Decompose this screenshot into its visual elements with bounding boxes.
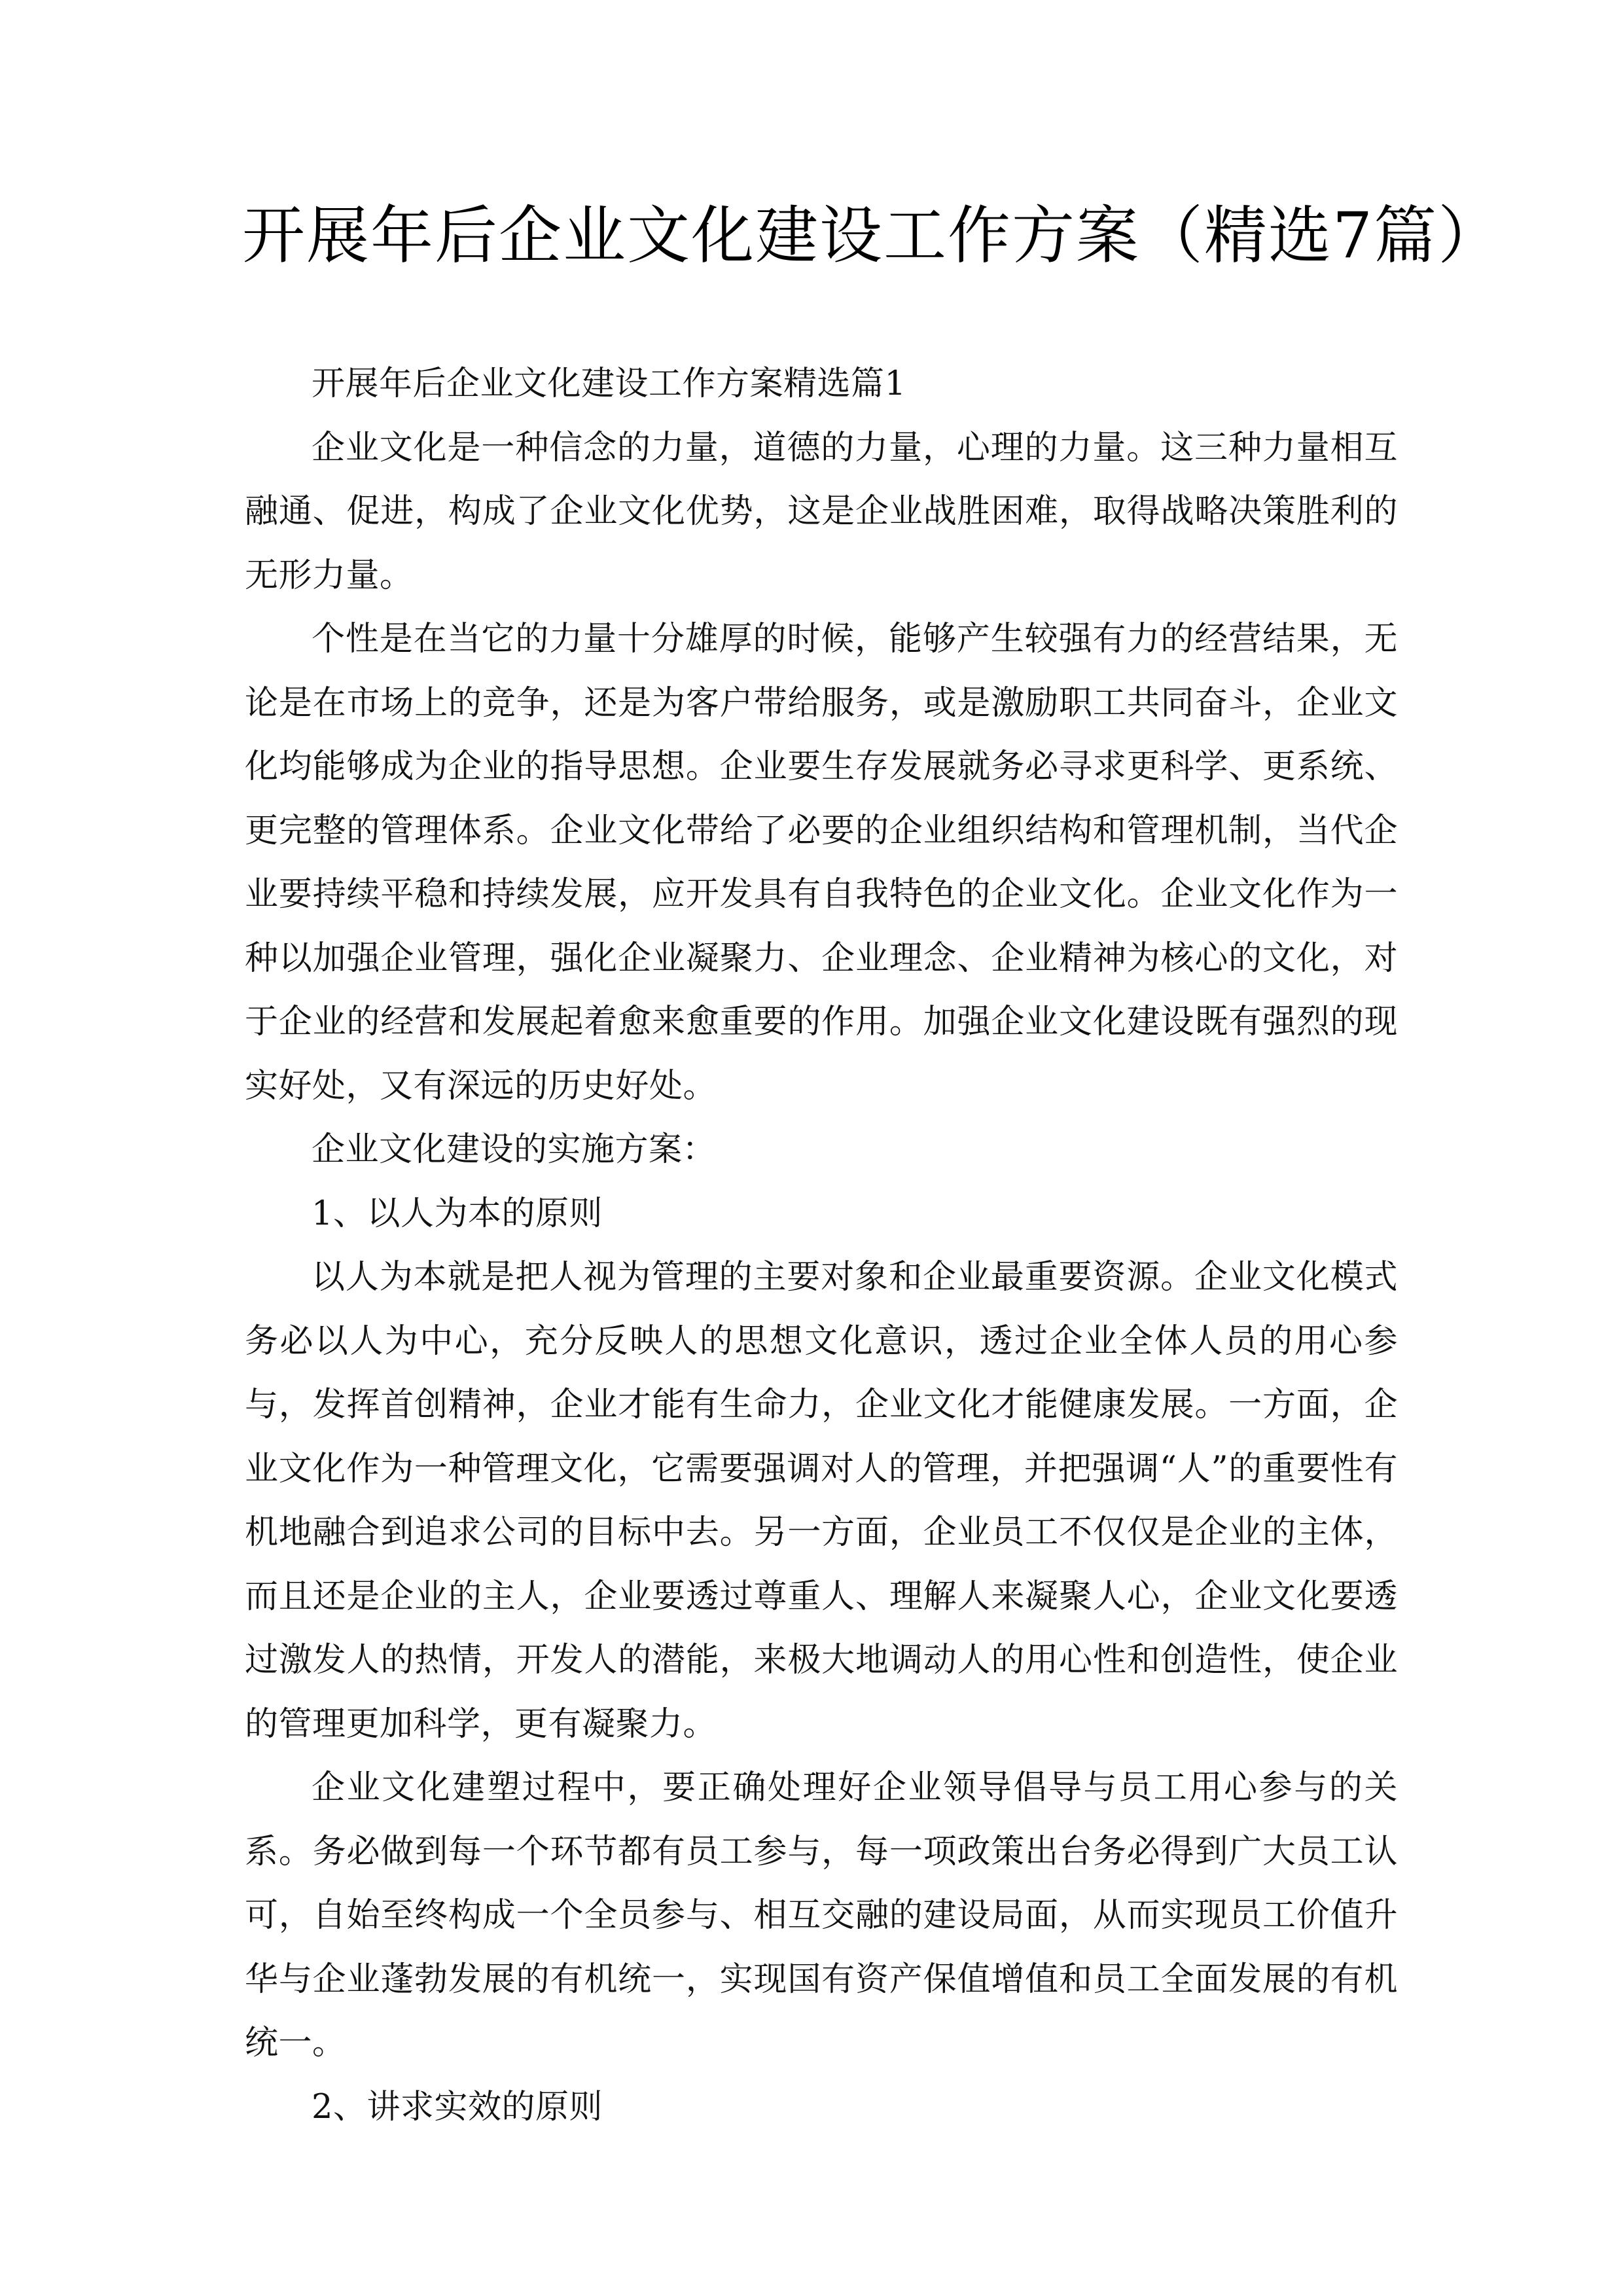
paragraph: 以人为本就是把人视为管理的主要对象和企业最重要资源。企业文化模式务必以人为中心，充分反映人的思想文化意识，透过企业全体人员的用心参与，发挥首创精神，企业才能有生命力，企业文化才能健康发展。一方面，企业文化作为一种管理文化，它需要强调对人的管理，并把强调“人”的重要性有机地融合到追求公司的目标中去。另一方面，企业员工不仅仅是企业的主体，而且还是企业的主人，企业要透过尊重人、理解人来凝聚人心，企业文化要透过激发人的热情，开发人的潜能，来极大地调动人的用心性和创造性，使企业的管理更加科学，更有凝聚力。: [245, 1258, 1398, 1744]
subheading-implementation-plan: 企业文化建设的实施方案：: [312, 1130, 717, 1169]
paragraph: 企业文化建塑过程中，要正确处理好企业领导倡导与员工用心参与的关系。务必做到每一个环节都有员工参与，每一项政策出台务必得到广大员工认可，自始至终构成一个全员参与、相互交融的建设局面，从而实现员工价值升华与企业蓬勃发展的有机统一，实现国有资产保值增值和员工全面发展的有机统一。: [245, 1768, 1398, 2062]
principle-heading-1: 1、以人为本的原则: [312, 1194, 603, 1233]
document-title: 开展年后企业文化建设工作方案（精选7篇）: [242, 199, 1503, 272]
paragraph: 企业文化是一种信念的力量，道德的力量，心理的力量。这三种力量相互融通、促进，构成了企业文化优势，这是企业战胜困难，取得战略决策胜利的无形力量。: [245, 428, 1398, 595]
paragraph: 个性是在当它的力量十分雄厚的时候，能够产生较强有力的经营结果，无论是在市场上的竞争，还是为客户带给服务，或是激励职工共同奋斗，企业文化均能够成为企业的指导思想。企业要生存发展就务必寻求更科学、更系统、更完整的管理体系。企业文化带给了必要的企业组织结构和管理机制，当代企业要持续平稳和持续发展，应开发具有自我特色的企业文化。企业文化作为一种以加强企业管理，强化企业凝聚力、企业理念、企业精神为核心的文化，对于企业的经营和发展起着愈来愈重要的作用。加强企业文化建设既有强烈的现实好处，又有深远的历史好处。: [245, 620, 1398, 1105]
section-heading-article-1: 开展年后企业文化建设工作方案精选篇1: [312, 365, 906, 403]
document-body: [245, 352, 1398, 2139]
principle-heading-2: 2、讲求实效的原则: [312, 2087, 603, 2126]
